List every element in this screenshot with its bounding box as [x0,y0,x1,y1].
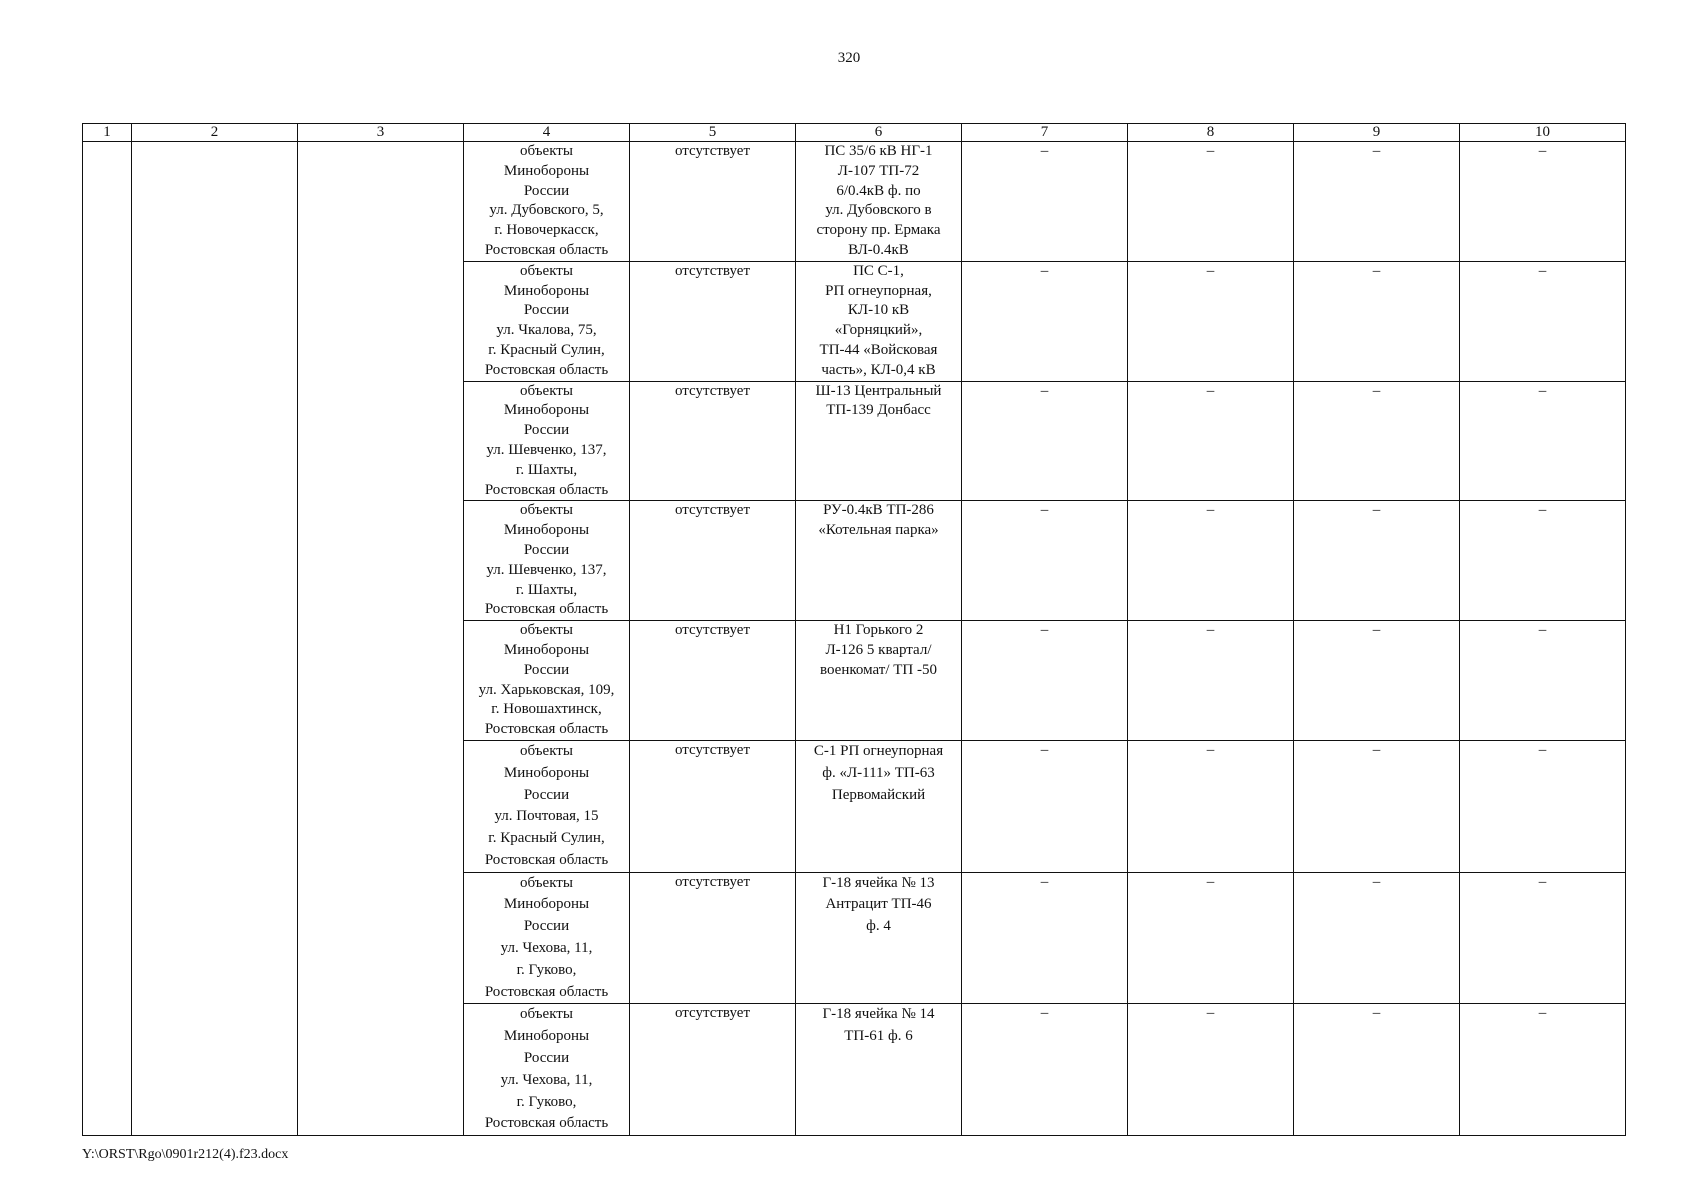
dash-cell: – [1294,381,1460,501]
header-row [83,124,1626,142]
merged-cell-col-2 [132,142,298,1136]
object-cell: объекты Минобороны России ул. Шевченко, 137, г. Шахты, Ростовская область [464,501,630,621]
object-cell: объекты Минобороны России ул. Чкалова, 75, г. Красный Сулин, Ростовская область [464,261,630,381]
footer-file-path: Y:\ORST\Rgo\0901r212(4).f23.docx [82,1147,289,1162]
dash-cell: – [1128,381,1294,501]
dash-cell: – [1128,142,1294,262]
column-header-8: 8 [1128,124,1294,142]
dash-cell: – [1128,501,1294,621]
dash-cell: – [1460,621,1626,741]
status-cell: отсутствует [630,621,796,741]
dash-cell: – [1128,261,1294,381]
object-cell: объекты Минобороны России ул. Дубовского, 5, г. Новочеркасск, Ростовская область [464,142,630,262]
object-cell: объекты Минобороны России ул. Харьковская, 109, г. Новошахтинск, Ростовская область [464,621,630,741]
dash-cell: – [1294,621,1460,741]
dash-cell: – [962,872,1128,1004]
column-header-7: 7 [962,124,1128,142]
dash-cell: – [962,261,1128,381]
supply-cell: ПС 35/6 кВ НГ-1 Л-107 ТП-72 6/0.4кВ ф. по ул. Дубовского в сторону пр. Ермака ВЛ-0.4кВ [796,142,962,262]
status-cell: отсутствует [630,740,796,872]
object-cell: объекты Минобороны России ул. Чехова, 11, г. Гуково, Ростовская область [464,872,630,1004]
column-header-9: 9 [1294,124,1460,142]
supply-cell: ПС С-1, РП огнеупорная, КЛ-10 кВ «Горняцкий», ТП-44 «Войсковая часть», КЛ-0,4 кВ [796,261,962,381]
supply-cell: Н1 Горького 2 Л-126 5 квартал/ военкомат/ ТП -50 [796,621,962,741]
dash-cell: – [1128,621,1294,741]
dash-cell: – [1128,740,1294,872]
dash-cell: – [1294,740,1460,872]
column-header-1: 1 [83,124,132,142]
dash-cell: – [962,501,1128,621]
status-cell: отсутствует [630,872,796,1004]
column-header-6: 6 [796,124,962,142]
dash-cell: – [1294,142,1460,262]
dash-cell: – [1294,872,1460,1004]
dash-cell: – [1294,261,1460,381]
dash-cell: – [962,621,1128,741]
column-header-5: 5 [630,124,796,142]
dash-cell: – [1460,872,1626,1004]
column-header-2: 2 [132,124,298,142]
dash-cell: – [962,1004,1128,1136]
page-number: 320 [837,50,861,66]
merged-cell-col-3 [298,142,464,1136]
dash-cell: – [1460,381,1626,501]
status-cell: отсутствует [630,501,796,621]
object-cell: объекты Минобороны России ул. Чехова, 11, г. Гуково, Ростовская область [464,1004,630,1136]
column-header-4: 4 [464,124,630,142]
dash-cell: – [1460,501,1626,621]
status-cell: отсутствует [630,142,796,262]
dash-cell: – [1294,1004,1460,1136]
merged-cell-col-1 [83,142,132,1136]
column-header-3: 3 [298,124,464,142]
status-cell: отсутствует [630,381,796,501]
column-header-10: 10 [1460,124,1626,142]
dash-cell: – [962,381,1128,501]
table-row [83,142,1626,262]
supply-cell: Г-18 ячейка № 13 Антрацит ТП-46 ф. 4 [796,872,962,1004]
dash-cell: – [1460,1004,1626,1136]
dash-cell: – [1128,1004,1294,1136]
dash-cell: – [1460,740,1626,872]
dash-cell: – [1460,142,1626,262]
supply-cell: Ш-13 Центральный ТП-139 Донбасс [796,381,962,501]
supply-cell: С-1 РП огнеупорная ф. «Л-111» ТП-63 Первомайский [796,740,962,872]
dash-cell: – [1128,872,1294,1004]
supply-cell: РУ-0.4кВ ТП-286 «Котельная парка» [796,501,962,621]
main-table [82,123,1626,1136]
status-cell: отсутствует [630,1004,796,1136]
object-cell: объекты Минобороны России ул. Шевченко, 137, г. Шахты, Ростовская область [464,381,630,501]
dash-cell: – [962,142,1128,262]
status-cell: отсутствует [630,261,796,381]
object-cell: объекты Минобороны России ул. Почтовая, 15 г. Красный Сулин, Ростовская область [464,740,630,872]
dash-cell: – [1294,501,1460,621]
dash-cell: – [1460,261,1626,381]
dash-cell: – [962,740,1128,872]
supply-cell: Г-18 ячейка № 14 ТП-61 ф. 6 [796,1004,962,1136]
